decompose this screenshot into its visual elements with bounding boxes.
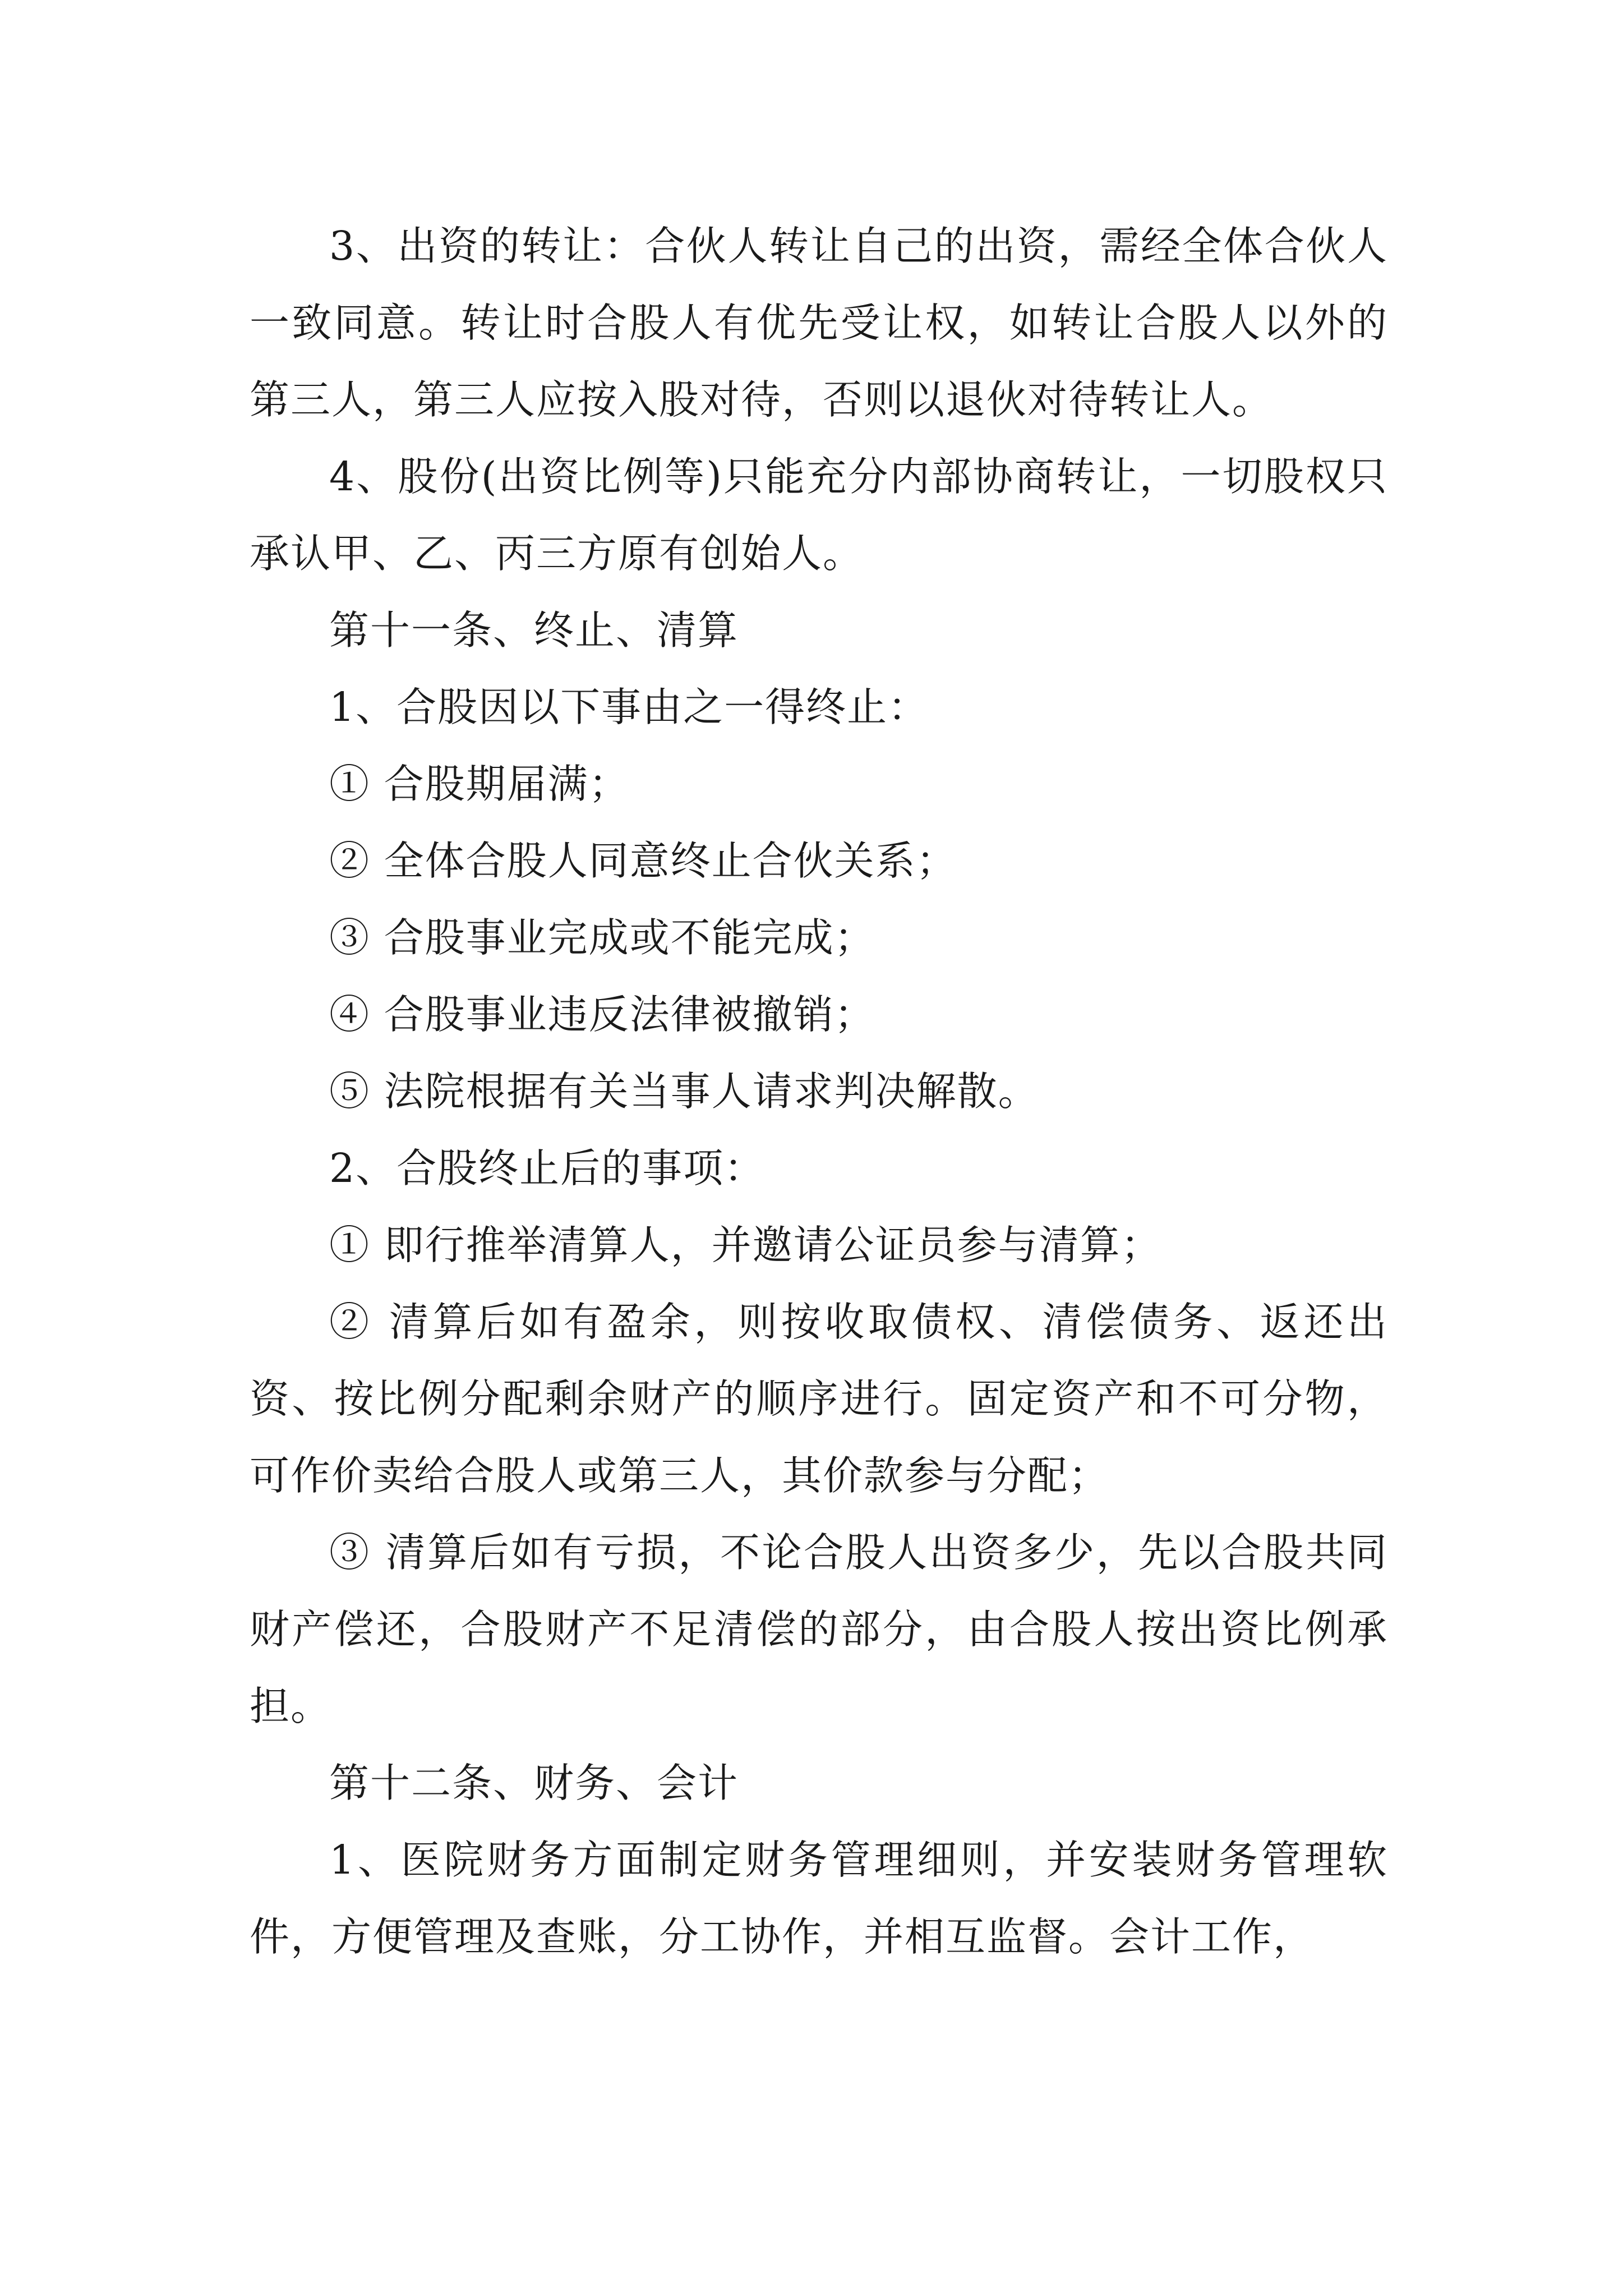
paragraph-capital-transfer: 3、出资的转让：合伙人转让自己的出资，需经全体合伙人一致同意。转让时合股人有优先受让权，如转让合股人以外的第三人，第三人应按入股对待，否则以退伙对待转让人。: [250, 223, 1388, 423]
paragraph-share-transfer: 4、股份(出资比例等)只能充分内部协商转让，一切股权只承认甲、乙、丙三方原有创始人。: [250, 453, 1388, 577]
termination-reason-5: ⑤ 法院根据有关当事人请求判决解散。: [329, 1068, 1039, 1115]
liquidation-step-3: ③ 清算后如有亏损，不论合股人出资多少，先以合股共同财产偿还，合股财产不足清偿的部分，由合股人按出资比例承担。: [250, 1529, 1388, 1729]
termination-reason-1: ① 合股期届满；: [329, 761, 630, 807]
article-11-heading: 第十一条、终止、清算: [329, 607, 739, 654]
article-12-clause-1: 1、医院财务方面制定财务管理细则，并安装财务管理软件，方便管理及查账，分工协作，并相互监督。会计工作，: [250, 1837, 1388, 1960]
liquidation-step-1: ① 即行推举清算人，并邀请公证员参与清算；: [329, 1222, 1162, 1268]
article-12-heading: 第十二条、财务、会计: [329, 1760, 739, 1806]
article-11-clause-2: 2、合股终止后的事项：: [329, 1145, 766, 1191]
termination-reason-4: ④ 合股事业违反法律被撤销；: [329, 991, 875, 1038]
termination-reason-3: ③ 合股事业完成或不能完成；: [329, 914, 875, 961]
document-body: [250, 208, 1388, 1975]
liquidation-step-2: ② 清算后如有盈余，则按收取债权、清偿债务、返还出资、按比例分配剩余财产的顺序进行。固定资产和不可分物，可作价卖给合股人或第三人，其价款参与分配；: [250, 1299, 1388, 1499]
article-11-clause-1: 1、合股因以下事由之一得终止：: [329, 684, 929, 730]
termination-reason-2: ② 全体合股人同意终止合伙关系；: [329, 838, 957, 884]
